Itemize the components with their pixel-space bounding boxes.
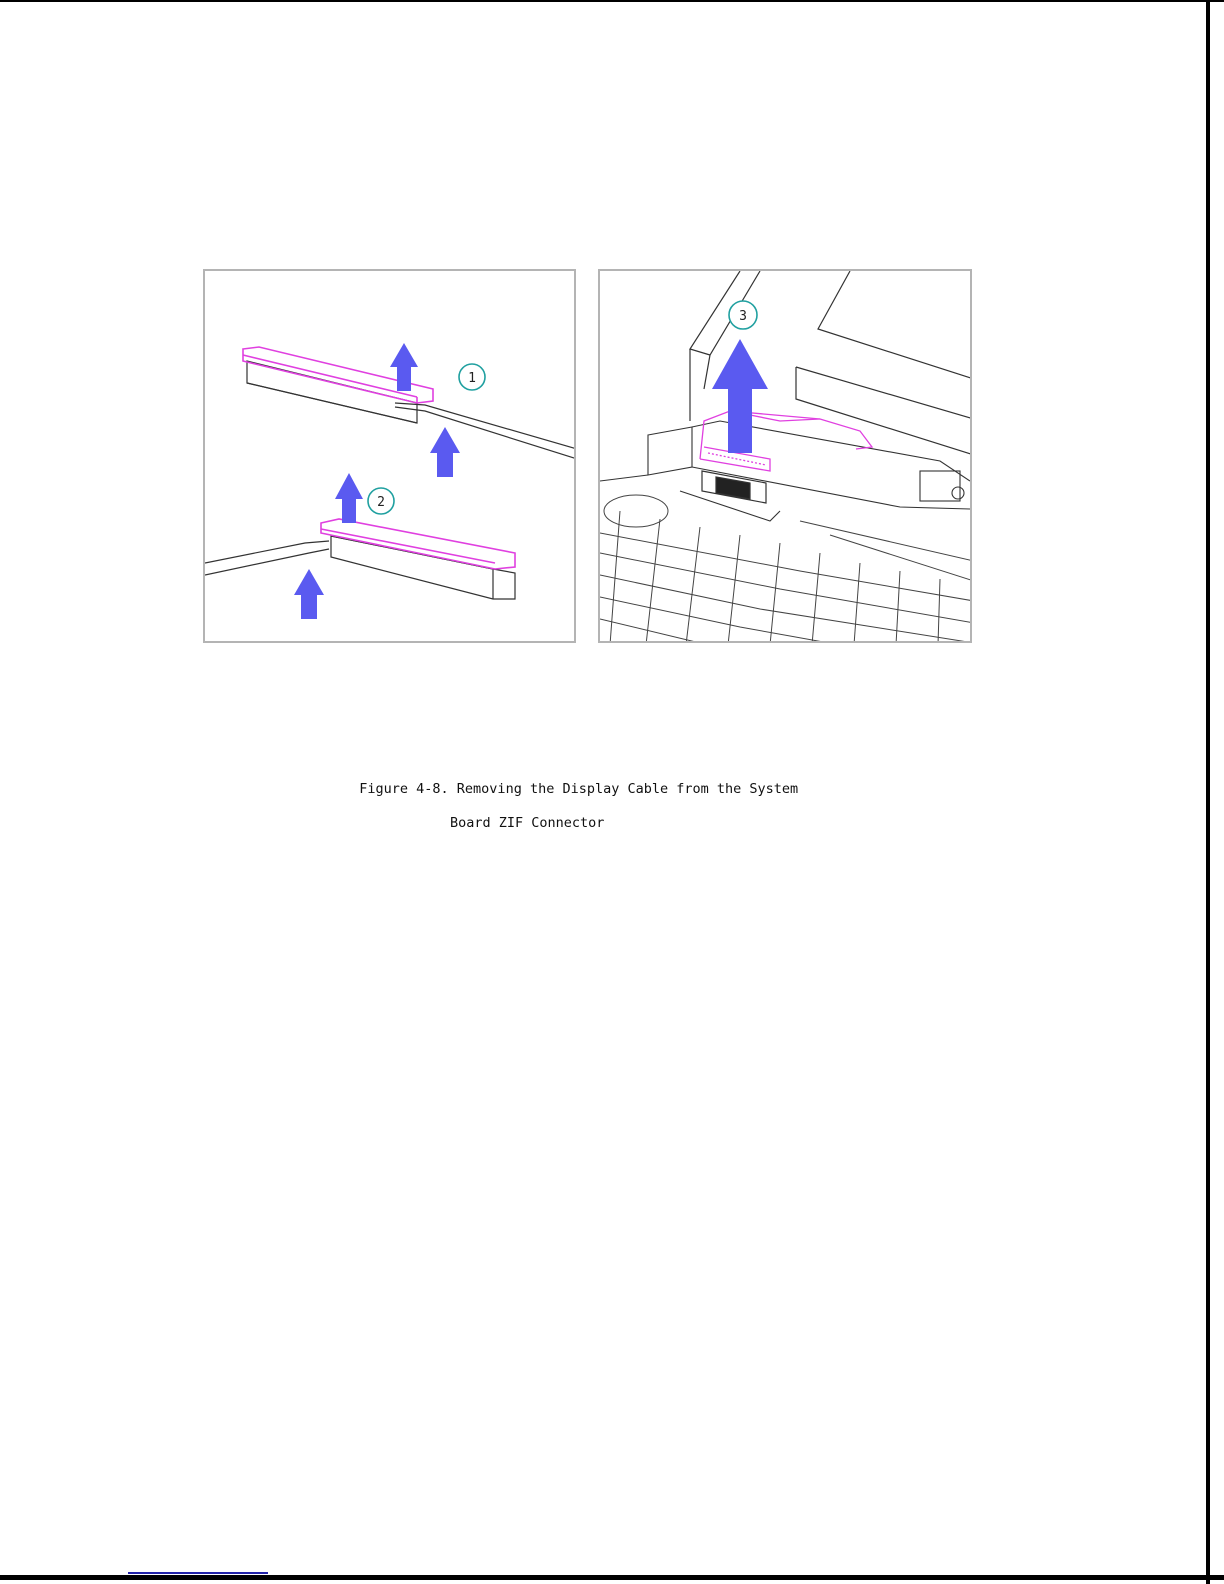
arrow-up-icon xyxy=(712,339,768,453)
upper-zif-connector xyxy=(247,361,417,423)
page-border-top xyxy=(0,0,1224,2)
figure-caption xyxy=(343,764,863,849)
system-board-connector xyxy=(702,471,766,503)
page-border-bottom xyxy=(0,1575,1224,1580)
upper-pry-tool xyxy=(395,403,576,459)
caption-line-1: Figure 4-8. Removing the Display Cable from the System xyxy=(359,781,799,797)
callout-2 xyxy=(368,488,394,514)
footer-link-underline[interactable] xyxy=(128,1572,268,1574)
callout-1-label: 1 xyxy=(468,371,476,386)
arrow-up-icon xyxy=(294,569,324,619)
callout-3-label: 3 xyxy=(739,309,747,324)
caption-line-2: Board ZIF Connector xyxy=(450,815,605,831)
figure-panel-display-cable xyxy=(598,269,972,643)
arrow-up-icon xyxy=(335,473,363,523)
callout-3 xyxy=(729,301,757,329)
lower-pry-tool xyxy=(205,541,329,575)
zif-release-illustration xyxy=(205,271,576,643)
keyboard xyxy=(600,495,972,643)
figure-panel-zif-release xyxy=(203,269,576,643)
page-border-right xyxy=(1206,0,1210,1584)
callout-2-label: 2 xyxy=(377,495,385,510)
arrow-up-icon xyxy=(430,427,460,477)
display-cable-highlight xyxy=(700,411,872,471)
callout-1 xyxy=(459,364,485,390)
display-cable-illustration xyxy=(600,271,972,643)
